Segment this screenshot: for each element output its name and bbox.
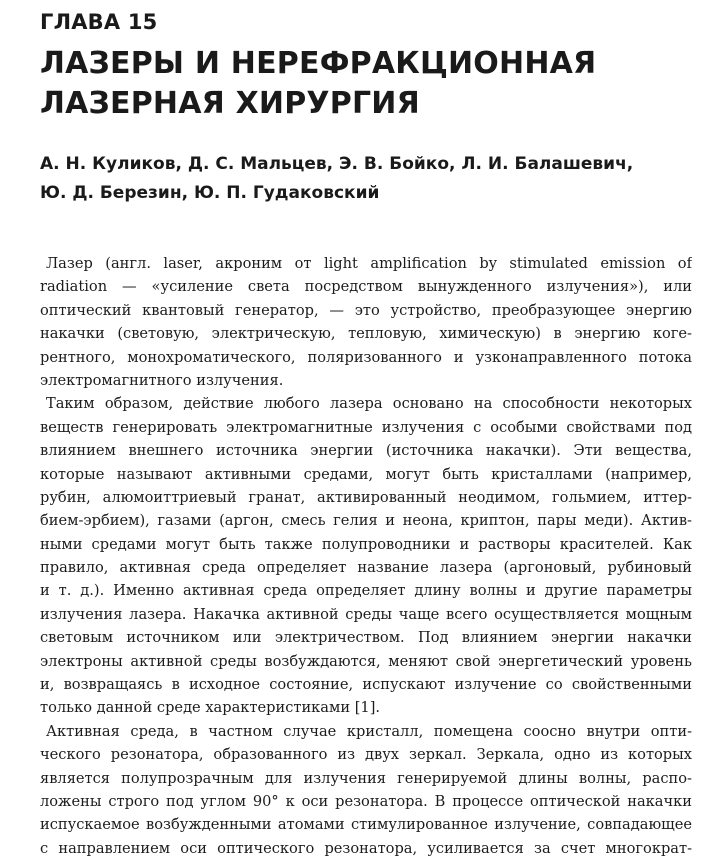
text-line: накачки (световую, электрическую, тепловую, химическую) в энергию коге- [40,325,692,343]
authors-line-2: Ю. Д. Березин, Ю. П. Гудаковский [40,183,380,203]
text-line: и, возвращаясь в исходное состояние, испускают излучение со свойственными [40,676,692,694]
text-line: электромагнитного излучения. [40,371,284,389]
authors-line-1: А. Н. Куликов, Д. С. Мальцев, Э. В. Бойко, Л. И. Балашевич, [40,154,634,174]
chapter-number: ГЛАВА 15 [40,10,158,34]
text-line: влиянием внешнего источника энергии (источника накачки). Эти вещества, [40,442,692,460]
text-line: ными средами могут быть также полупроводники и растворы красителей. Как [40,535,692,553]
text-line: веществ генерировать электромагнитные излучения с особыми свойствами под [40,418,692,436]
text-line: испускаемое возбужденными атомами стимулированное излучение, совпадающее [40,816,692,834]
text-line: Лазер (англ. laser, акроним от light amplification by stimulated emission of [46,255,692,272]
text-line: является полупрозрачным для излучения генерируемой длины волны, распо- [40,769,692,787]
text-line: и т. д.). Именно активная среда определяет длину волны и другие параметры [40,582,692,600]
text-line: бием-эрбием), газами (аргон, смесь гелия и неона, криптон, пары меди). Актив- [40,512,692,530]
text-line: ложены строго под углом 90° к оси резонатора. В процессе оптической накачки [40,793,692,811]
text-line: электроны активной среды возбуждаются, меняют свой энергетический уровень [40,652,692,670]
text-line: с направлением оси оптического резонатора, усиливается за счет многократ- [40,839,692,857]
text-line: рентного, монохроматического, поляризованного и узконаправленного потока [40,348,692,366]
text-line: radiation — «усиление света посредством вынужденного излучения»), или [40,278,692,296]
text-line: оптический квантовый генератор, — это устройство, преобразующее энергию [40,301,692,319]
text-line: рубин, алюмоиттриевый гранат, активированный неодимом, гольмием, иттер- [40,488,692,506]
text-line: излучения лазера. Накачка активной среды чаще всего осуществляется мощным [40,605,692,623]
text-line: Таким образом, действие любого лазера основано на способности некоторых [46,395,692,413]
text-line: световым источником или электричеством. Под влиянием энергии накачки [40,629,692,647]
paragraph-3 [40,720,692,860]
chapter-title [40,44,680,124]
paragraph-2 [40,392,692,719]
authors-list [40,150,680,208]
chapter-title-line-2: ЛАЗЕРНАЯ ХИРУРГИЯ [40,86,420,121]
text-line: правило, активная среда определяет название лазера (аргоновый, рубиновый [40,559,692,577]
text-line: только данной среде характеристиками [1]. [40,699,381,717]
paragraph-1 [40,252,692,392]
chapter-body [40,252,692,860]
text-line: ческого резонатора, образованного из двух зеркал. Зеркала, одно из которых [40,746,692,764]
text-line: Активная среда, в частном случае кристалл, помещена соосно внутри опти- [46,722,692,740]
text-line: которые называют активными средами, могут быть кристаллами (например, [40,465,692,483]
chapter-title-line-1: ЛАЗЕРЫ И НЕРЕФРАКЦИОННАЯ [40,46,597,81]
